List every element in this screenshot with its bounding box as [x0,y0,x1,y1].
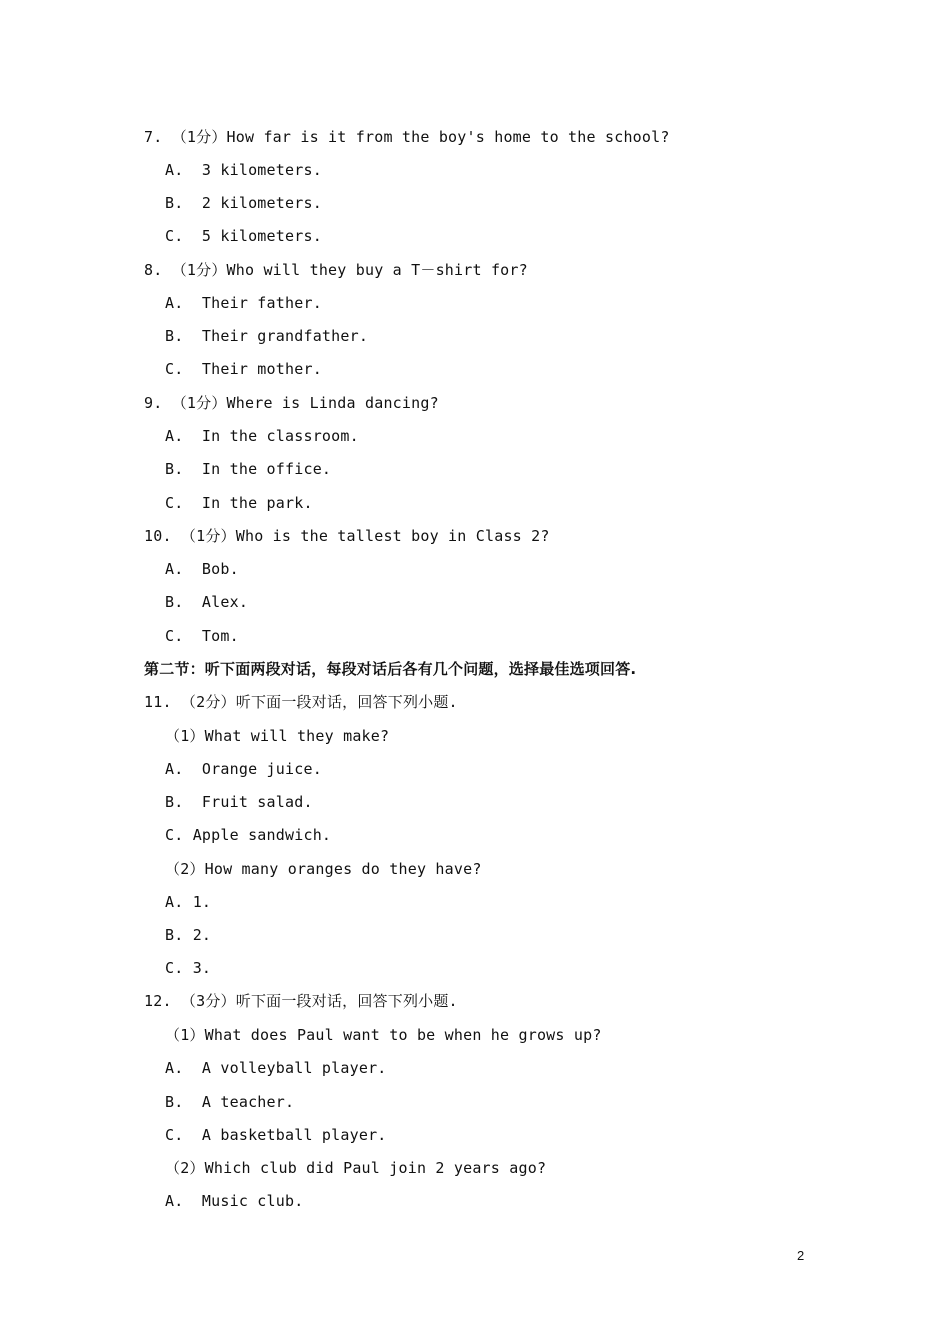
question-9-option-c: C. In the park. [165,494,313,512]
question-10-option-a: A. Bob. [165,560,239,578]
question-8-option-a: A. Their father. [165,294,322,312]
question-10-option-c: C. Tom. [165,627,239,645]
question-7-option-b: B. 2 kilometers. [165,194,322,212]
question-10-option-b: B. Alex. [165,593,249,611]
section-2-heading: 第二节：听下面两段对话，每段对话后各有几个问题，选择最佳选项回答. [144,660,637,678]
question-9-option-a: A. In the classroom. [165,427,359,445]
question-11-part-2-option-b: B. 2. [165,926,212,944]
question-12-part-1-option-b: B. A teacher. [165,1093,295,1111]
question-8-stem: 8. （1分）Who will they buy a T－shirt for? [144,261,528,279]
question-11-part-1-option-b: B. Fruit salad. [165,793,313,811]
question-9-stem: 9. （1分）Where is Linda dancing? [144,394,439,412]
question-12-part-1-option-c: C. A basketball player. [165,1126,387,1144]
question-11-part-1-option-a: A. Orange juice. [165,760,322,778]
question-12-part-1-option-a: A. A volleyball player. [165,1059,387,1077]
question-7-option-c: C. 5 kilometers. [165,227,322,245]
question-11-part-2: （2）How many oranges do they have? [165,860,482,878]
question-8-option-b: B. Their grandfather. [165,327,369,345]
question-11-part-2-option-c: C. 3. [165,959,212,977]
question-12-part-2-option-a: A. Music club. [165,1192,304,1210]
question-8-option-c: C. Their mother. [165,360,322,378]
page-number: 2 [797,1248,805,1263]
question-11-part-2-option-a: A. 1. [165,893,212,911]
question-10-stem: 10. （1分）Who is the tallest boy in Class 2? [144,527,550,545]
question-9-option-b: B. In the office. [165,460,332,478]
question-12-stem: 12. （3分）听下面一段对话，回答下列小题. [144,992,458,1010]
question-11-stem: 11. （2分）听下面一段对话，回答下列小题. [144,693,458,711]
question-7-option-a: A. 3 kilometers. [165,161,322,179]
question-12-part-2: （2）Which club did Paul join 2 years ago? [165,1159,547,1177]
question-12-part-1: （1）What does Paul want to be when he grows up? [165,1026,602,1044]
question-11-part-1-option-c: C. Apple sandwich. [165,826,332,844]
question-11-part-1: （1）What will they make? [165,727,390,745]
question-7-stem: 7. （1分）How far is it from the boy's home to the school? [144,128,670,146]
